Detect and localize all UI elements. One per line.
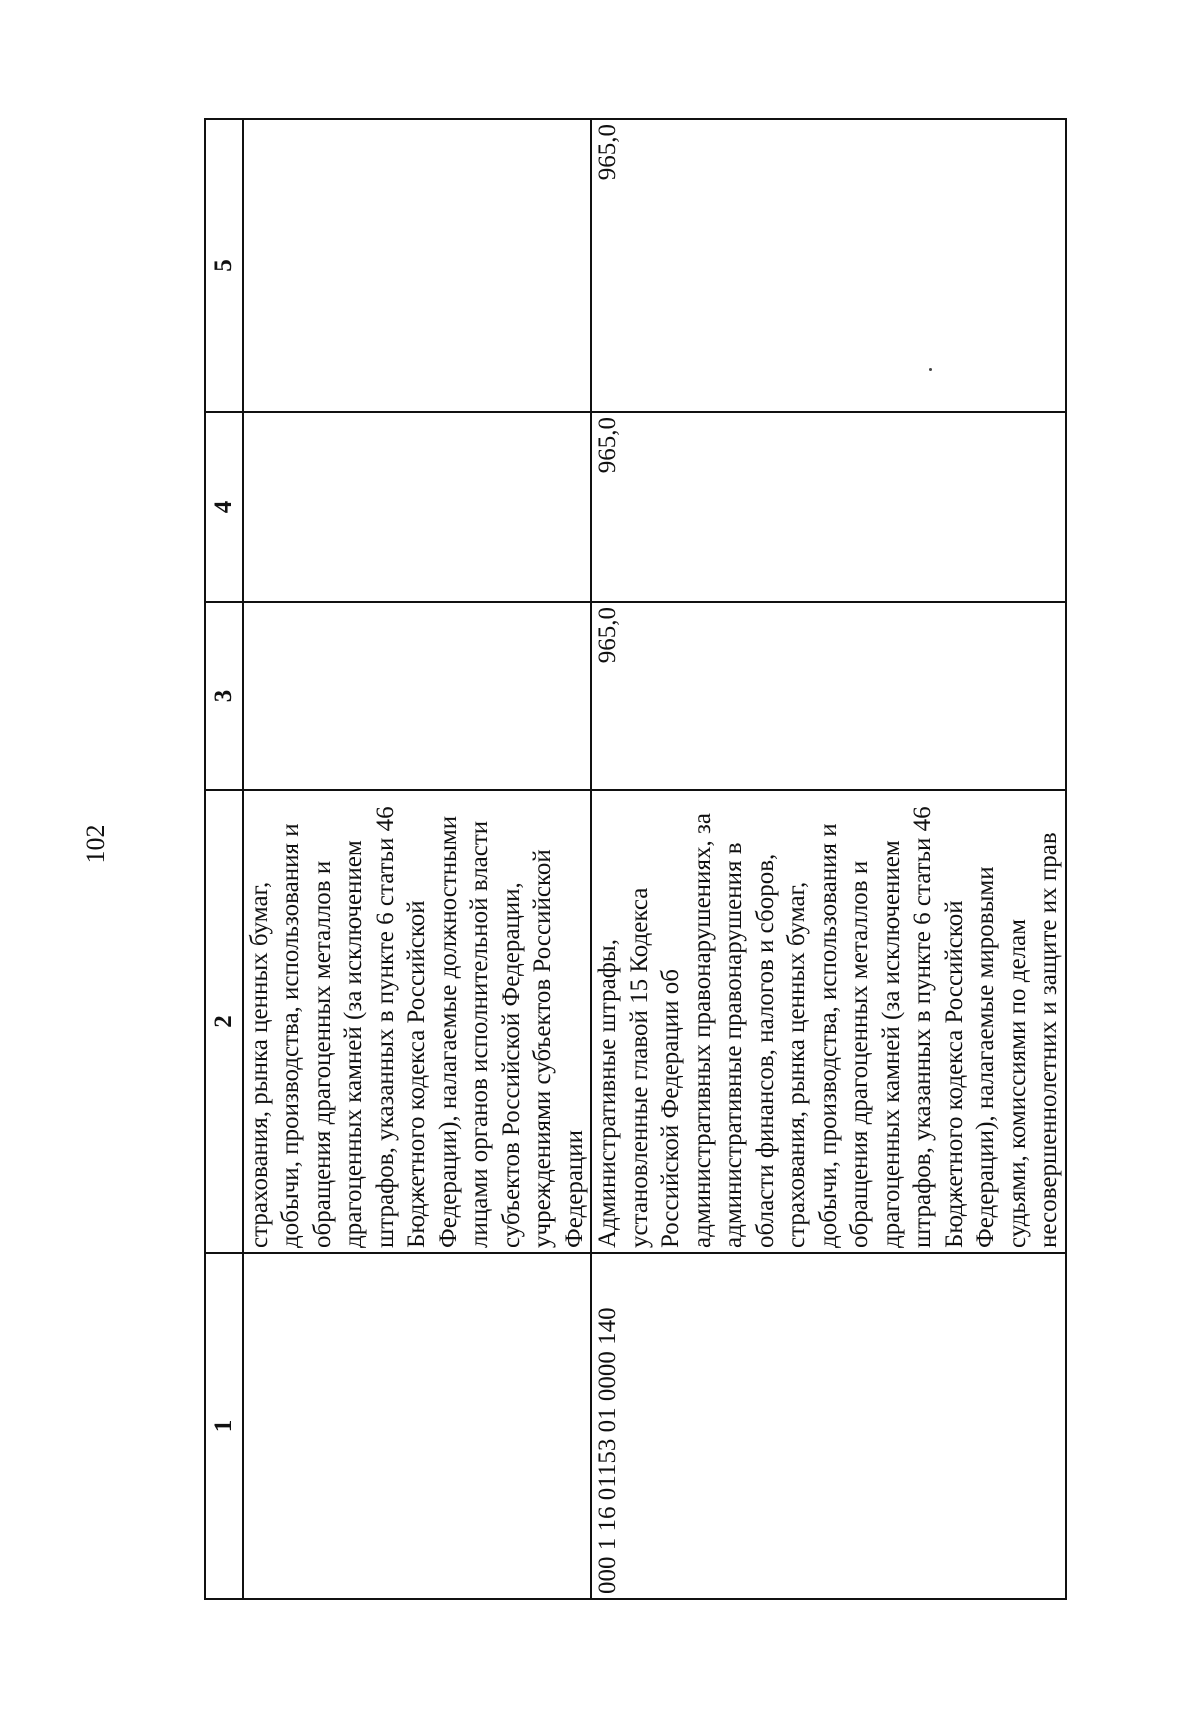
table-row [243, 119, 592, 1599]
scan-speck [929, 368, 932, 371]
page-number: 102 [81, 824, 110, 864]
header-row [205, 119, 243, 1599]
row-value-col5 [243, 119, 592, 412]
header-col-1: 1 [205, 1253, 243, 1599]
row-value-col3 [243, 602, 592, 790]
row-value-col5: 965,0 [591, 119, 1066, 412]
header-col-2: 2 [205, 790, 243, 1253]
row-code: 000 1 16 01153 01 0000 140 [591, 1253, 1066, 1599]
row-description: страхования, рынка ценных бумаг, добычи, производства, использования и обращения драгоценных металлов и драгоценных камней (за исключением штрафов, указанных в пункте 6 статьи 46 Бюджетного кодекса Российской Федерации), налагаемые должностными лицами органов исполнительной власти субъектов Российской Федерации, учреждениями субъектов Российской Федерации [243, 790, 592, 1253]
table-row [591, 119, 1066, 1599]
rotated-table-wrapper [204, 120, 1084, 1600]
row-value-col4: 965,0 [591, 412, 1066, 602]
budget-table [204, 118, 1067, 1600]
header-col-5: 5 [205, 119, 243, 412]
row-value-col4 [243, 412, 592, 602]
row-description: Административные штрафы, установленные главой 15 Кодекса Российской Федерации об административных правонарушениях, за административные правонарушения в области финансов, налогов и сборов, страхования, рынка ценных бумаг, добычи, производства, использования и обращения драгоценных металлов и драгоценных камней (за исключением штрафов, указанных в пункте 6 статьи 46 Бюджетного кодекса Российской Федерации), налагаемые мировыми судьями, комиссиями по делам несовершеннолетних и защите их прав [591, 790, 1066, 1253]
header-col-3: 3 [205, 602, 243, 790]
row-value-col3: 965,0 [591, 602, 1066, 790]
row-code [243, 1253, 592, 1599]
header-col-4: 4 [205, 412, 243, 602]
